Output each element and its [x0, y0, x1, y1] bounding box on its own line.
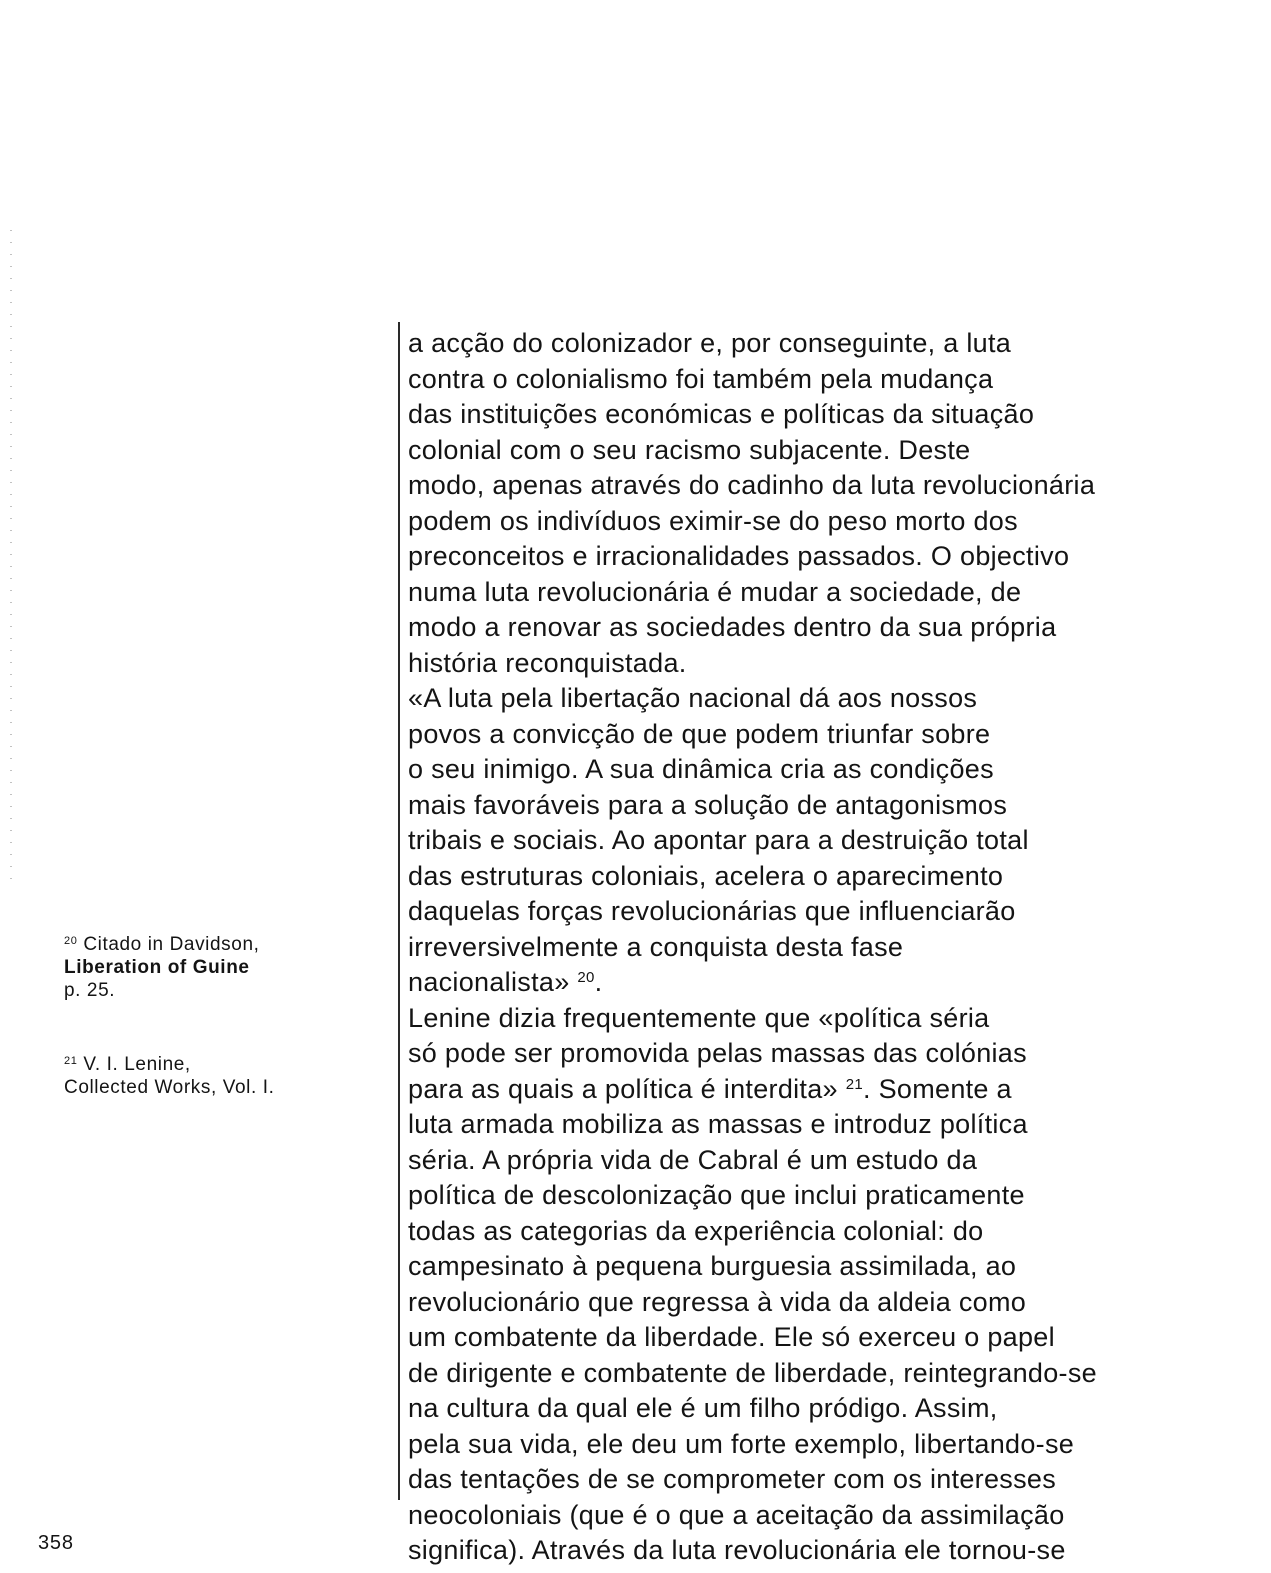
text-line: o seu inimigo. A sua dinâmica cria as condições: [408, 754, 994, 784]
footnote-number: 21: [64, 1055, 78, 1067]
text-line: campesinato à pequena burguesia assimilada, ao: [408, 1251, 1017, 1281]
text-line: das instituições económicas e políticas da situação: [408, 399, 1035, 429]
text-line: irreversivelmente a conquista desta fase: [408, 931, 904, 962]
text-line: modo, apenas através do cadinho da luta revolucionária: [408, 470, 1096, 500]
text-line: colonial com o seu racismo subjacente. Deste: [408, 434, 971, 465]
text-line: mais favoráveis para a solução de antagonismos: [408, 789, 1008, 820]
text-line: neocoloniais (que é o que a aceitação da assimilação: [408, 1499, 1065, 1530]
text-line: um combatente da liberdade. Ele só exerceu o papel: [408, 1322, 1055, 1352]
text-line-with-ref: [408, 1072, 1253, 1108]
text-fragment: . Somente a: [862, 1073, 1012, 1104]
text-fragment: nacionalista»: [408, 967, 570, 997]
text-line-with-ref: [408, 965, 1253, 1001]
footnote-title: Liberation of Guine: [64, 957, 250, 978]
text-line: podem os indivíduos eximir-se do peso morto dos: [408, 505, 1018, 536]
text-line: significa). Através da luta revolucionária ele tornou-se: [408, 1535, 1066, 1565]
footnote-text: V. I. Lenine,: [83, 1054, 191, 1075]
text-fragment: .: [594, 967, 603, 997]
text-line: das tentações de se comprometer com os interesses: [408, 1464, 1056, 1494]
text-line: história reconquistada.: [408, 647, 687, 678]
text-line: contra o colonialismo foi também pela mudança: [408, 363, 994, 394]
text-line: daquelas forças revolucionárias que influenciarão: [408, 896, 1016, 926]
text-line: preconceitos e irracionalidades passados. O objectivo: [408, 541, 1070, 571]
text-line: das estruturas coloniais, acelera o aparecimento: [408, 860, 1004, 891]
text-line: luta armada mobiliza as massas e introduz política: [408, 1109, 1028, 1139]
footnote-21: [64, 1053, 374, 1099]
text-line: modo a renovar as sociedades dentro da sua própria: [408, 612, 1057, 642]
text-line: a acção do colonizador e, por conseguinte, a luta: [408, 328, 1012, 358]
footnote-number: 20: [64, 935, 78, 947]
text-line: só pode ser promovida pelas massas das colónias: [408, 1038, 1027, 1068]
text-line: séria. A própria vida de Cabral é um estudo da: [408, 1144, 978, 1175]
page-number: 358: [38, 1532, 74, 1554]
main-text-column: [408, 326, 1253, 1569]
text-line: todas as categorias da experiência colonial: do: [408, 1215, 984, 1246]
text-fragment: para as quais a política é interdita»: [408, 1073, 838, 1104]
text-line: numa luta revolucionária é mudar a sociedade, de: [408, 576, 1022, 607]
column-divider-rule: [398, 322, 400, 1500]
text-line: revolucionário que regressa à vida da aldeia como: [408, 1286, 1027, 1317]
text-line: povos a convicção de que podem triunfar sobre: [408, 718, 991, 749]
text-line: Lenine dizia frequentemente que «política séria: [408, 1002, 990, 1033]
text-line: de dirigente e combatente de liberdade, reintegrando-se: [408, 1357, 1097, 1388]
footnote-ref-21[interactable]: 21: [845, 1075, 863, 1093]
text-line: na cultura da qual ele é um filho pródigo. Assim,: [408, 1393, 998, 1423]
footnote-line: [64, 1053, 374, 1076]
footnote-page: p. 25.: [64, 980, 116, 1001]
text-line: pela sua vida, ele deu um forte exemplo, libertando-se: [408, 1428, 1075, 1459]
text-line: política de descolonização que inclui praticamente: [408, 1180, 1025, 1210]
margin-scan-artifact: [10, 230, 12, 880]
text-line: tribais e sociais. Ao apontar para a destruição total: [408, 825, 1029, 855]
footnote-line: [64, 933, 374, 956]
text-line: «A luta pela libertação nacional dá aos nossos: [408, 683, 978, 713]
footnote-text: Citado in Davidson,: [83, 934, 260, 955]
footnote-text: Collected Works, Vol. I.: [64, 1077, 275, 1098]
footnote-ref-20[interactable]: 20: [577, 969, 595, 986]
footnote-20: [64, 933, 374, 1002]
